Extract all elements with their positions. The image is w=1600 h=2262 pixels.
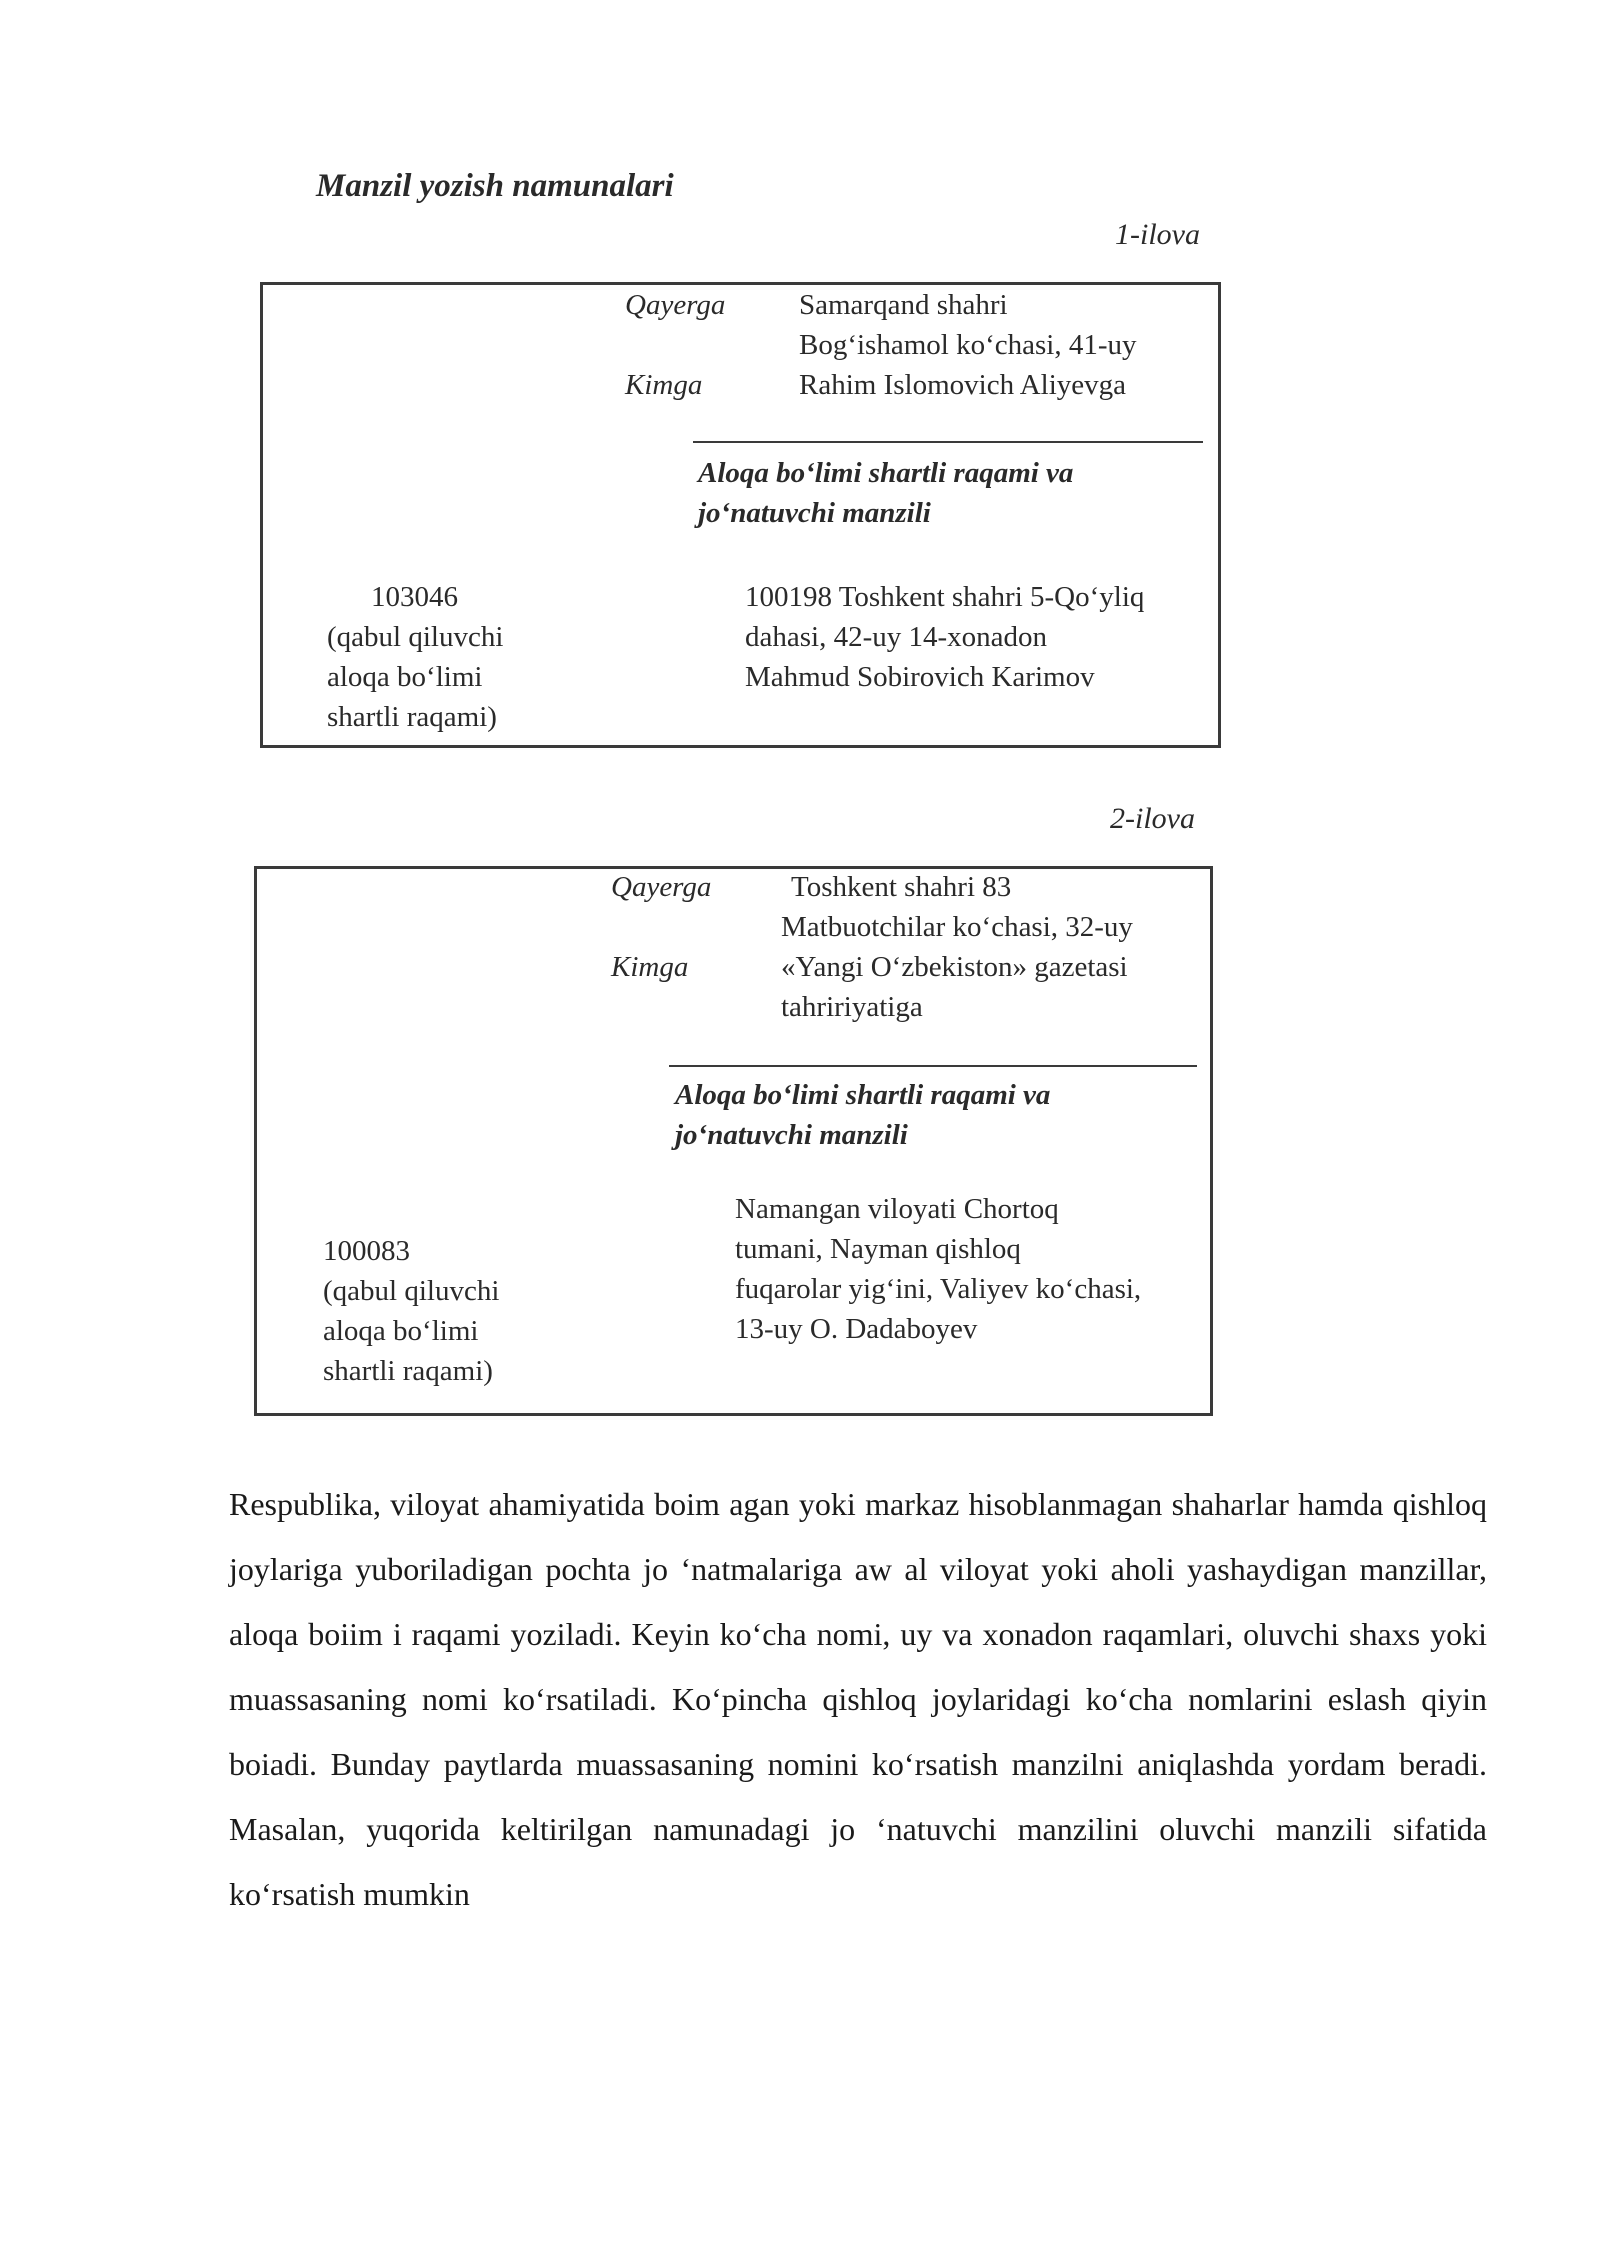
- recipient-line: Bog‘ishamol ko‘chasi, 41-uy: [799, 329, 1137, 361]
- sender-line: 13-uy O. Dadaboyev: [735, 1313, 978, 1345]
- sender-address: [735, 1189, 1141, 1349]
- postal-code-note: shartli raqami): [327, 701, 497, 733]
- postal-code: 103046: [371, 581, 458, 613]
- recipient-line: Toshkent shahri 83: [791, 871, 1012, 903]
- recipient-line: Matbuotchilar ko‘chasi, 32-uy: [781, 911, 1133, 943]
- envelope-sample-1: [260, 282, 1221, 748]
- recipient-line: tahririyatiga: [781, 991, 923, 1023]
- address-samples-figure: [240, 140, 1230, 1430]
- sender-heading: [675, 1075, 1050, 1155]
- postal-code: 100083: [323, 1235, 410, 1267]
- sender-heading: [698, 453, 1073, 533]
- sender-line: 100198 Toshkent shahri 5-Qo‘yliq: [745, 581, 1145, 613]
- to-whom-label: Kimga: [611, 951, 689, 983]
- divider-line: [693, 441, 1203, 443]
- sender-heading-line: Aloqa bo‘limi shartli raqami va: [675, 1079, 1051, 1111]
- sender-line: Mahmud Sobirovich Karimov: [745, 661, 1095, 693]
- sender-address: [745, 577, 1144, 697]
- postal-code-note: (qabul qiluvchi: [323, 1275, 500, 1307]
- sender-line: tumani, Nayman qishloq: [735, 1233, 1021, 1265]
- to-where-label: Qayerga: [611, 871, 712, 903]
- recipient-address: [799, 285, 1136, 405]
- sender-line: dahasi, 42-uy 14-xonadon: [745, 621, 1048, 653]
- figure-title: Manzil yozish namunalari: [316, 168, 674, 204]
- postal-code-note: shartli raqami): [323, 1355, 493, 1387]
- envelope-sample-2: [254, 866, 1213, 1416]
- postal-code-note: (qabul qiluvchi: [327, 621, 504, 653]
- annex-1-label: 1-ilova: [1115, 218, 1200, 251]
- recipient-line: «Yangi O‘zbekiston» gazetasi: [781, 951, 1128, 983]
- postal-code-block: [327, 577, 503, 737]
- divider-line: [669, 1065, 1197, 1067]
- sender-line: Namangan viloyati Chortoq: [735, 1193, 1059, 1225]
- annex-2-label: 2-ilova: [1110, 802, 1195, 835]
- recipient-line: Rahim Islomovich Aliyevga: [799, 369, 1127, 401]
- sender-line: fuqarolar yig‘ini, Valiyev ko‘chasi,: [735, 1273, 1142, 1305]
- to-where-label: Qayerga: [625, 289, 726, 321]
- recipient-line: Samarqand shahri: [799, 289, 1008, 321]
- postal-code-block: [323, 1231, 499, 1391]
- sender-heading-line: jo‘natuvchi manzili: [675, 1119, 908, 1151]
- sender-heading-line: jo‘natuvchi manzili: [698, 497, 931, 529]
- postal-code-note: aloqa bo‘limi: [323, 1315, 479, 1347]
- body-paragraph: Respublika, viloyat ahamiyatida boim agan yoki markaz hisoblanmagan shaharlar hamda qishloq joylariga yuboriladigan pochta jo ‘natmalariga aw al viloyat yoki aholi yashaydigan manzillar, aloqa boiim i raqami yoziladi. Keyin ko‘cha nomi, uy va xonadon raqamlari, oluvchi shaxs yoki muassasaning nomi ko‘rsatiladi. Ko‘pincha qishloq joylaridagi ko‘cha nomlarini eslash qiyin boiadi. Bunday paytlarda muassasaning nomini ko‘rsatish manzilni aniqlashda yordam beradi. Masalan, yuqorida keltirilgan namunadagi jo ‘natuvchi manzilini oluvchi manzili sifatida ko‘rsatish mumkin: [229, 1486, 1487, 1912]
- recipient-address: [781, 867, 1133, 1027]
- to-whom-label: Kimga: [625, 369, 703, 401]
- postal-code-note: aloqa bo‘limi: [327, 661, 483, 693]
- sender-heading-line: Aloqa bo‘limi shartli raqami va: [698, 457, 1074, 489]
